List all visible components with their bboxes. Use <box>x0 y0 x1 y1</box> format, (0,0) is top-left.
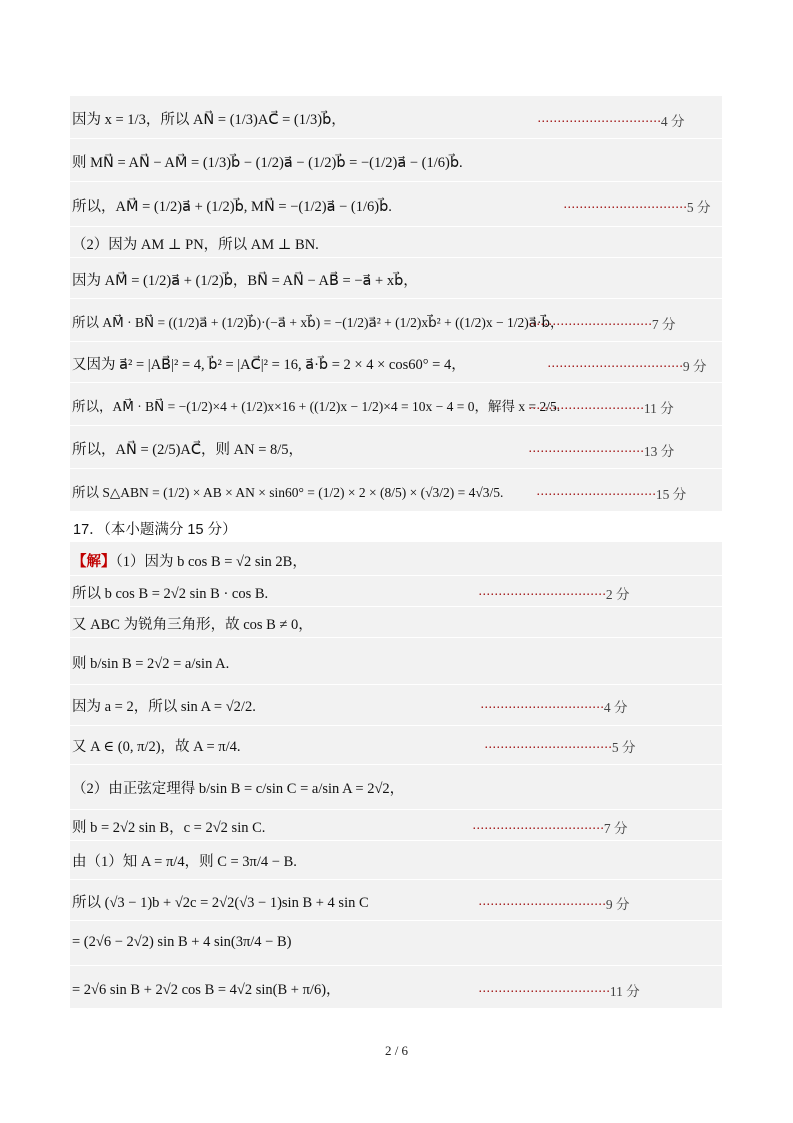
question-17-header: 17．（本小题满分 15 分） <box>73 522 237 538</box>
solution-line-10 <box>70 469 722 512</box>
q17-line-5 <box>70 685 722 726</box>
line-text: 所以，AM⃗ = (1/2)a⃗ + (1/2)b⃗, MN⃗ = −(1/2)a⃗ − (1/6)b⃗. <box>72 199 392 215</box>
line-text: 又 A ∈ (0, π/2)，故 A = π/4. <box>72 739 241 755</box>
line-text: 则 b = 2√2 sin B，c = 2√2 sin C. <box>72 820 266 836</box>
score-mark: ·································11 分 <box>478 984 640 999</box>
line-text: （2）因为 AM ⊥ PN，所以 AM ⊥ BN. <box>72 237 319 253</box>
line-text: 因为 a = 2，所以 sin A = √2/2. <box>72 699 256 715</box>
solution-line-3 <box>70 182 722 227</box>
answer-marker: 【解】 <box>72 554 116 570</box>
score-mark: ································2 分 <box>478 587 630 602</box>
solution-line-5 <box>70 258 722 299</box>
q17-line-1 <box>70 542 722 576</box>
q17-line-9 <box>70 841 722 880</box>
solution-line-4 <box>70 227 722 258</box>
score-mark: ································9 分 <box>478 897 630 912</box>
page-number: 2 / 6 <box>384 1043 409 1058</box>
solution-line-6 <box>70 299 722 342</box>
q17-line-3 <box>70 607 722 638</box>
solution-line-9 <box>70 426 722 469</box>
solution-line-1 <box>70 96 722 139</box>
q17-line-8 <box>70 810 722 841</box>
line-text: 则 MN⃗ = AN⃗ − AM⃗ = (1/3)b⃗ − (1/2)a⃗ − (1/2)b⃗ = −(1/2)a⃗ − (1/6)b⃗. <box>72 155 463 171</box>
q17-line-12 <box>70 966 722 1009</box>
line-text: 所以，AN⃗ = (2/5)AC⃗，则 AN = 8/5， <box>72 442 304 458</box>
line-text: = 2√6 sin B + 2√2 cos B = 4√2 sin(B + π/6)， <box>72 982 341 998</box>
line-text: 因为 x = 1/3，所以 AN⃗ = (1/3)AC⃗ = (1/3)b⃗， <box>72 112 346 128</box>
line-text: 所以 b cos B = 2√2 sin B · cos B. <box>72 586 269 602</box>
q17-line-7 <box>70 765 722 810</box>
q17-line-6 <box>70 726 722 765</box>
score-mark: ·······························4 分 <box>537 114 685 129</box>
score-mark: ·······························4 分 <box>480 700 628 715</box>
q17-line-2 <box>70 576 722 607</box>
line-text: （2）由正弦定理得 b/sin B = c/sin C = a/sin A = 2√2， <box>72 781 405 797</box>
line-text: 因为 AM⃗ = (1/2)a⃗ + (1/2)b⃗，BN⃗ = AN⃗ − AB⃗ = −a⃗ + xb⃗， <box>72 273 418 289</box>
line-text: 由（1）知 A = π/4，则 C = 3π/4 − B. <box>72 854 297 870</box>
score-mark: ··································9 分 <box>547 359 707 374</box>
q17-line-11 <box>70 921 722 966</box>
line-text: 又因为 a⃗² = |AB⃗|² = 4, b⃗² = |AC⃗|² = 16, a⃗·b⃗ = 2 × 4 × cos60° = 4， <box>72 357 466 373</box>
line-text: = (2√6 − 2√2) sin B + 4 sin(3π/4 − B) <box>72 934 292 950</box>
q17-line-4 <box>70 638 722 685</box>
line-text: 又 ABC 为锐角三角形，故 cos B ≠ 0， <box>72 617 313 633</box>
score-mark: ································5 分 <box>484 740 636 755</box>
q17-line-10 <box>70 880 722 921</box>
solution-line-7 <box>70 342 722 383</box>
line-text: 所以，AM⃗ · BN⃗ = −(1/2)×4 + (1/2)x×16 + ((1/2)x − 1/2)×4 = 10x − 4 = 0，解得 x = 2/5. <box>72 399 561 414</box>
score-mark: ······························15 分 <box>536 487 687 502</box>
score-mark: ·····························11 分 <box>528 401 674 416</box>
score-mark: ·····························13 分 <box>528 444 675 459</box>
line-text: 所以 S△ABN = (1/2) × AB × AN × sin60° = (1/2) × 2 × (8/5) × (√3/2) = 4√3/5. <box>72 485 504 500</box>
line-text: 所以 AM⃗ · BN⃗ = ((1/2)a⃗ + (1/2)b⃗)·(−a⃗ + xb⃗) = −(1/2)a⃗² + (1/2)xb⃗² + ((1/2)x − 1/2)a⃗·b⃗， <box>72 315 564 330</box>
score-mark: ·······························7 分 <box>528 317 676 332</box>
line-text: 则 b/sin B = 2√2 = a/sin A. <box>72 656 230 672</box>
solution-line-2 <box>70 139 722 182</box>
solution-line-8 <box>70 383 722 426</box>
score-mark: ·································7 分 <box>472 821 628 836</box>
line-text: 【解】（1）因为 b cos B = √2 sin 2B， <box>72 554 307 570</box>
score-mark: ·······························5 分 <box>563 200 711 215</box>
line-text: 所以 (√3 − 1)b + √2c = 2√2(√3 − 1)sin B + 4 sin C <box>72 895 369 911</box>
